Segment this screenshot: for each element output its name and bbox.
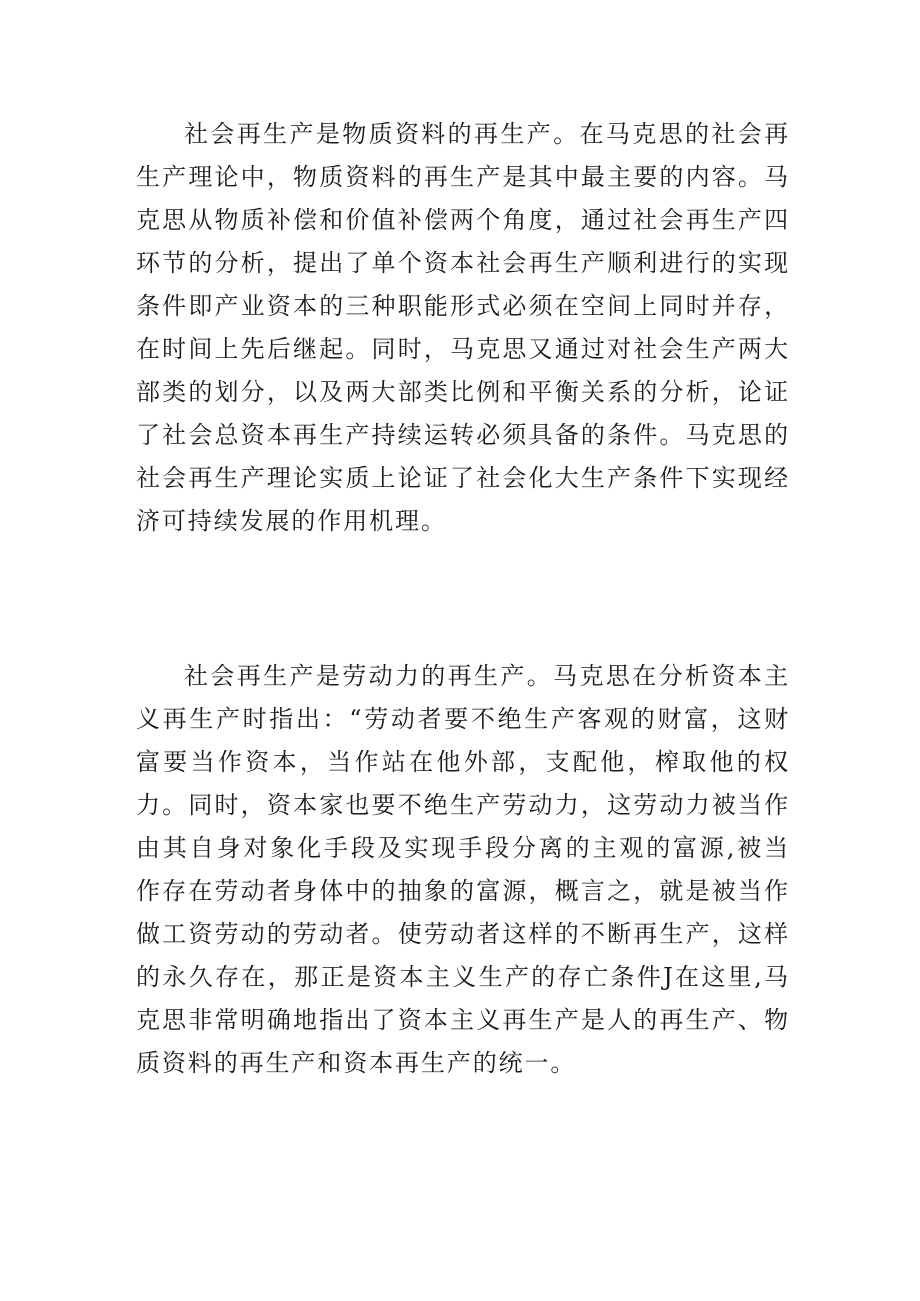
paragraph-material-reproduction: 社会再生产是物质资料的再生产。在马克思的社会再生产理论中，物质资料的再生产是其中最主要的内容。马克思从物质补偿和价值补偿两个角度，通过社会再生产四环节的分析，提出了单个资本社会再生产顺利进行的实现条件即产业资本的三种职能形式必须在空间上同时并存，在时间上先后继起。同时，马克思又通过对社会生产两大部类的划分，以及两大部类比例和平衡关系的分析，论证了社会总资本再生产持续运转必须具备的条件。马克思的社会再生产理论实质上论证了社会化大生产条件下实现经济可持续发展的作用机理。 xyxy=(136,120,790,535)
paragraph-labor-reproduction: 社会再生产是劳动力的再生产。马克思在分析资本主义再生产时指出：“劳动者要不绝生产客观的财富，这财富要当作资本，当作站在他外部，支配他，榨取他的权力。同时，资本家也要不绝生产劳动力，这劳动力被当作由其自身对象化手段及实现手段分离的主观的富源,被当作存在劳动者身体中的抽象的富源，概言之，就是被当作做工资劳动的劳动者。使劳动者这样的不断再生产，这样的永久存在，那正是资本主义生产的存亡条件J在这里,马克思非常明确地指出了资本主义再生产是人的再生产、物质资料的再生产和资本再生产的统一。 xyxy=(136,662,790,1077)
